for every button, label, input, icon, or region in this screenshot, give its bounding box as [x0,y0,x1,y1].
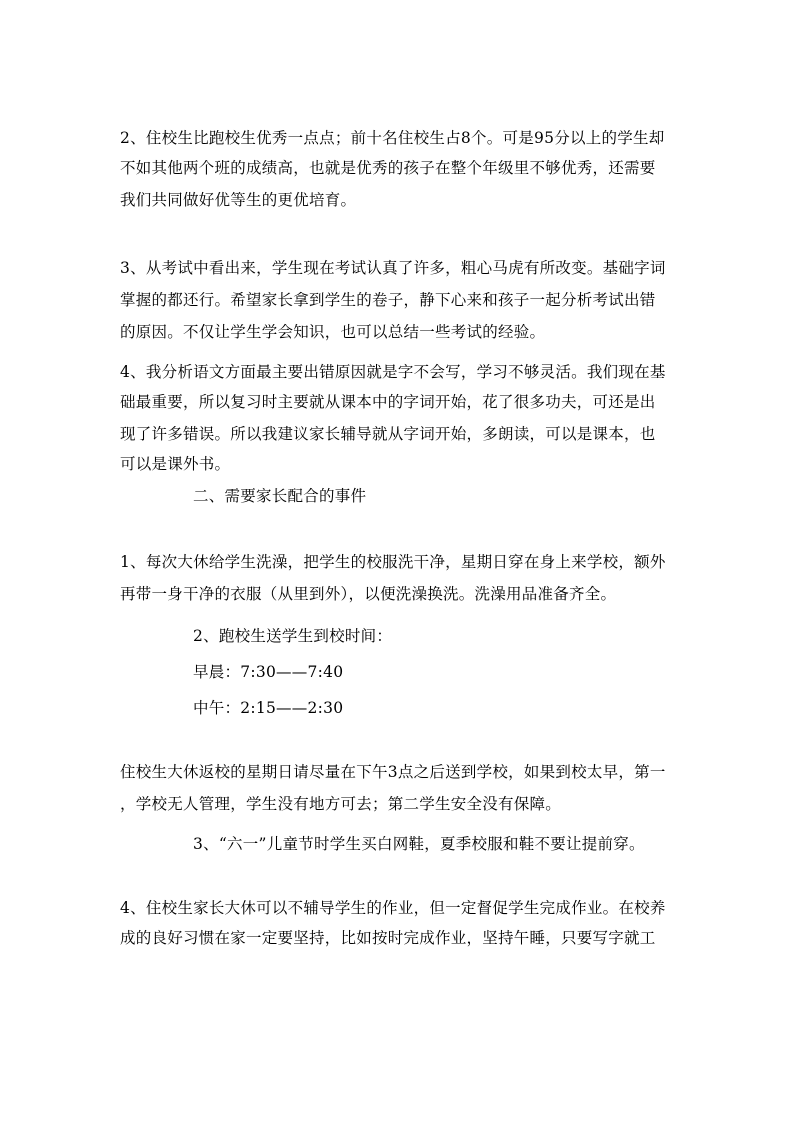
boarder-return-line-2: ，学校无人管理，学生没有地方可去；第二学生安全没有保障。 [120,795,562,813]
item-4-line-1: 4、住校生家长大休可以不辅导学生的作业，但一定督促学生完成作业。在校养 [120,899,666,917]
morning-time: 早晨：7:30——7:40 [193,663,344,681]
paragraph-4-line-2: 础最重要，所以复习时主要就从课本中的字词开始，花了很多功夫，可还是出 [120,393,656,411]
paragraph-4-line-4: 可以是课外书。 [120,455,231,473]
item-1-line-2: 再带一身干净的衣服（从里到外），以便洗澡换洗。洗澡用品准备齐全。 [120,585,617,603]
paragraph-3-line-2: 掌握的都还行。希望家长拿到学生的卷子，静下心来和孩子一起分析考试出错 [120,291,656,309]
boarder-return-line-1: 住校生大休返校的星期日请尽量在下午3点之后送到学校，如果到校太早，第一 [120,763,666,781]
noon-time: 中午：2:15——2:30 [193,699,344,717]
paragraph-3-line-1: 3、从考试中看出来，学生现在考试认真了许多，粗心马虎有所改变。基础字词 [120,259,666,277]
section-heading: 二、需要家长配合的事件 [193,487,367,505]
item-3-line: 3、“六一”儿童节时学生买白网鞋，夏季校服和鞋不要让提前穿。 [193,835,645,853]
paragraph-4-line-3: 现了许多错误。所以我建议家长辅导就从字词开始，多朗读，可以是课本，也 [120,425,656,443]
item-1-line-1: 1、每次大休给学生洗澡，把学生的校服洗干净，星期日穿在身上来学校，额外 [120,553,666,571]
paragraph-3-line-3: 的原因。不仅让学生学会知识，也可以总结一些考试的经验。 [120,323,546,341]
paragraph-2-line-1: 2、住校生比跑校生优秀一点点；前十名住校生占8个。可是95分以上的学生却 [120,129,665,147]
paragraph-2-line-2: 不如其他两个班的成绩高，也就是优秀的孩子在整个年级里不够优秀，还需要 [120,159,656,177]
item-4-line-2: 成的良好习惯在家一定要坚持，比如按时完成作业，坚持午睡，只要写字就工 [120,929,656,947]
item-2-heading: 2、跑校生送学生到校时间： [193,627,393,645]
paragraph-2-line-3: 我们共同做好优等生的更优培育。 [120,191,357,209]
paragraph-4-line-1: 4、我分析语文方面最主要出错原因就是字不会写，学习不够灵活。我们现在基 [120,363,666,381]
